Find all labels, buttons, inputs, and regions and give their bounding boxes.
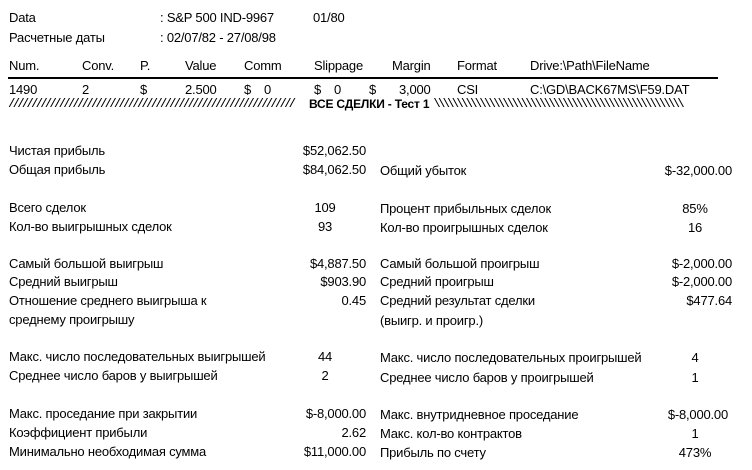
min-capital-value: $11,000.00 <box>303 444 366 459</box>
return-label: Прибыль по счету <box>380 445 486 460</box>
ratio-label-1: Отношение среднего выигрыша к <box>9 293 207 308</box>
left-hatch: ////////////////////////////////////////////////////////////// <box>8 98 294 110</box>
path-value: C:\GD\BACK67MS\F59.DAT <box>530 82 690 97</box>
data-label: Data <box>9 10 36 25</box>
margin-value: 3,000 <box>399 82 431 97</box>
pct-profitable-label: Процент прибыльных сделок <box>380 201 551 216</box>
avg-bars-loss-value: 1 <box>691 370 699 385</box>
avg-loss-value: $-2,000.00 <box>671 274 732 289</box>
total-trades-label: Всего сделок <box>9 200 86 215</box>
max-contracts-label: Макс. кол-во контрактов <box>380 426 522 441</box>
losing-trades-value: 16 <box>687 220 703 235</box>
net-profit-value: $52,062.50 <box>302 143 366 158</box>
winning-trades-value: 93 <box>317 219 333 234</box>
gross-profit-label: Общая прибыль <box>9 162 106 177</box>
winning-trades-label: Кол-во выигрышных сделок <box>9 219 172 234</box>
largest-win-label: Самый большой выигрыш <box>9 256 164 271</box>
losing-trades-label: Кол-во проигрышных сделок <box>380 220 548 235</box>
col-format: Format <box>457 58 497 73</box>
data-extra: 01/80 <box>313 10 345 25</box>
col-p: P. <box>140 58 151 73</box>
avg-bars-win-value: 2 <box>321 368 329 383</box>
net-profit-label: Чистая прибыль <box>9 143 105 158</box>
col-conv: Conv. <box>82 58 114 73</box>
max-contracts-value: 1 <box>691 426 699 441</box>
gross-loss-label: Общий убыток <box>380 163 467 178</box>
p-value: $ <box>140 82 148 97</box>
max-dd-close-label: Макс. проседание при закрытии <box>9 406 198 421</box>
point-value: 2.500 <box>185 82 217 97</box>
avg-trade-value: $477.64 <box>686 293 732 308</box>
col-value: Value <box>185 58 217 73</box>
conv-value: 2 <box>82 82 90 97</box>
min-capital-label: Минимально необходимая сумма <box>9 444 207 459</box>
profit-factor-value: 2.62 <box>341 425 366 440</box>
largest-loss-label: Самый большой проигрыш <box>380 256 540 271</box>
gross-profit-value: $84,062.50 <box>302 162 366 177</box>
slippage-currency: $ <box>314 82 322 97</box>
avg-loss-label: Средний проигрыш <box>380 274 494 289</box>
gross-loss-value: $-32,000.00 <box>664 163 732 178</box>
dates-value: : 02/07/82 - 27/08/98 <box>160 30 276 45</box>
max-consec-loss-value: 4 <box>691 350 699 365</box>
profit-factor-label: Коэффициент прибыли <box>9 425 148 440</box>
max-dd-intraday-value: $-8,000.00 <box>667 407 728 422</box>
col-slippage: Slippage <box>314 58 363 73</box>
col-num: Num. <box>9 58 40 73</box>
data-value: : S&P 500 IND-9967 <box>160 10 274 25</box>
col-comm: Comm <box>244 58 282 73</box>
pct-profitable-value: 85% <box>682 201 708 216</box>
avg-win-label: Средний выигрыш <box>9 274 118 289</box>
avg-trade-label-1: Средний результат сделки <box>380 293 535 308</box>
dates-label: Расчетные даты <box>9 30 105 45</box>
ratio-label-2: среднему проигрышу <box>9 312 135 327</box>
comm-value: 0 <box>264 82 272 97</box>
max-consec-win-value: 44 <box>317 349 333 364</box>
max-dd-intraday-label: Макс. внутридневное проседание <box>380 407 579 422</box>
avg-bars-win-label: Среднее число баров у выигрышей <box>9 368 218 383</box>
slippage-value: 0 <box>334 82 342 97</box>
margin-currency: $ <box>369 82 377 97</box>
format-value: CSI <box>457 82 479 97</box>
num-value: 1490 <box>9 82 38 97</box>
right-hatch: \\\\\\\\\\\\\\\\\\\\\\\\\\\\\\\\\\\\\\\\\\\\\\\\\\\\\\ <box>433 98 682 110</box>
avg-trade-label-2: (выигр. и проигр.) <box>380 313 483 328</box>
avg-bars-loss-label: Среднее число баров у проигрышей <box>380 370 594 385</box>
section-title: ВСЕ СДЕЛКИ - Тест 1 <box>309 97 430 111</box>
comm-currency: $ <box>244 82 252 97</box>
col-margin: Margin <box>392 58 431 73</box>
max-consec-win-label: Макс. число последовательных выигрышей <box>9 349 266 364</box>
col-path: Drive:\Path\FileName <box>530 58 650 73</box>
max-consec-loss-label: Макс. число последовательных проигрышей <box>380 350 642 365</box>
largest-loss-value: $-2,000.00 <box>671 256 732 271</box>
table-divider-line <box>8 77 718 79</box>
avg-win-value: $903.90 <box>320 274 366 289</box>
ratio-value: 0.45 <box>341 293 366 308</box>
max-dd-close-value: $-8,000.00 <box>305 406 366 421</box>
return-value: 473% <box>678 445 712 460</box>
total-trades-value: 109 <box>314 200 336 215</box>
largest-win-value: $4,887.50 <box>309 256 366 271</box>
